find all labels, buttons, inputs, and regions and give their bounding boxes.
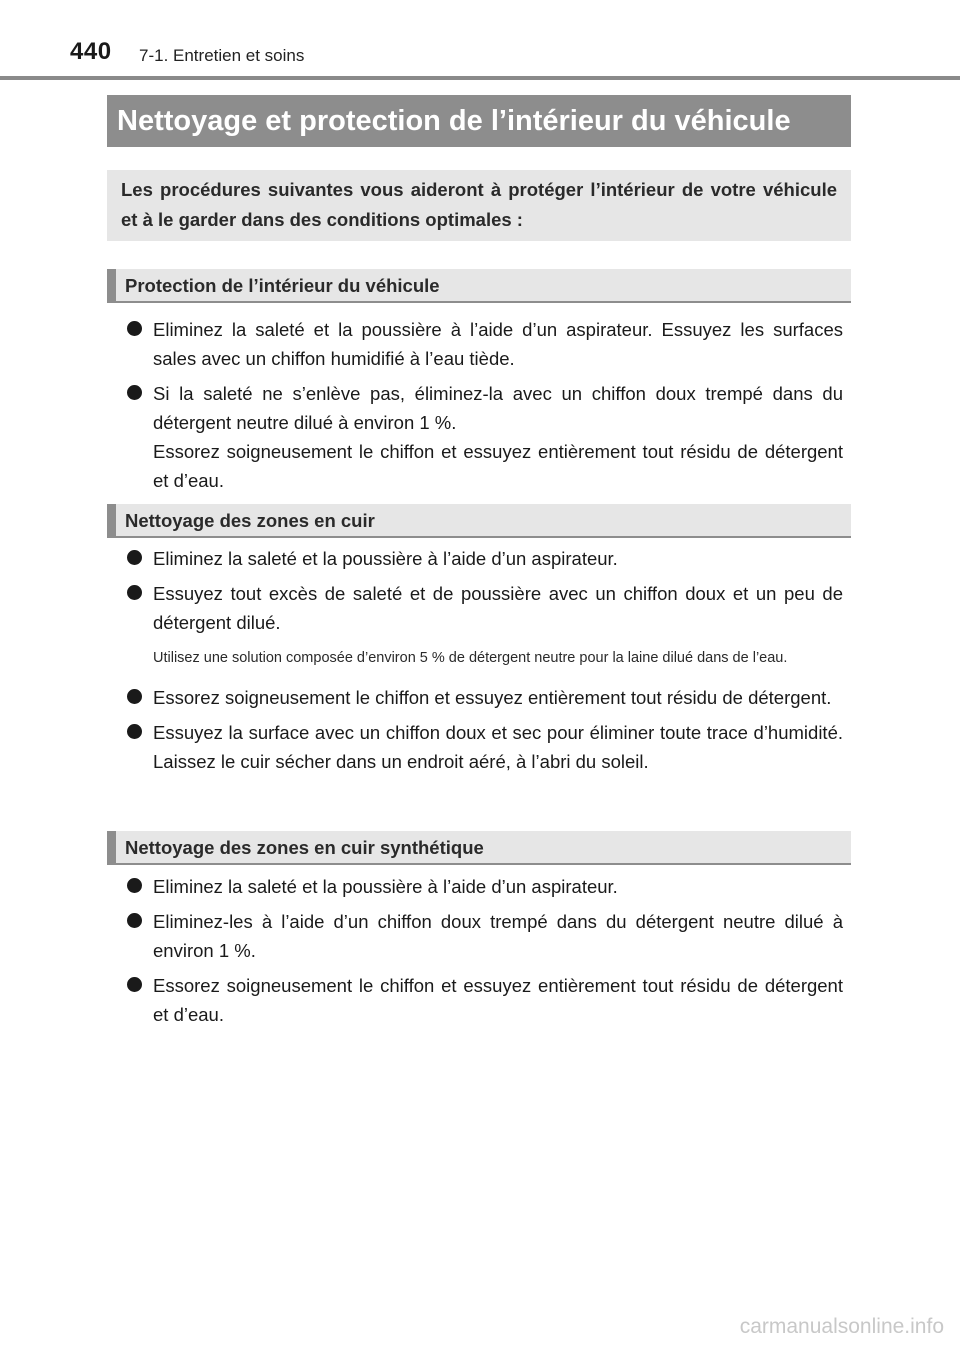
list-item — [127, 971, 843, 1029]
page-title: Nettoyage et protection de l’intérieur du véhicule — [107, 95, 851, 147]
bullet-icon — [127, 689, 142, 704]
list-item — [127, 544, 843, 573]
list-item — [127, 683, 843, 712]
bullet-icon — [127, 550, 142, 565]
item-text: Si la saleté ne s’enlève pas, éliminez-la avec un chiffon doux trempé dans du détergent neutre dilué à environ 1 %. — [153, 383, 843, 433]
item-text: Eliminez-les à l’aide d’un chiffon doux trempé dans du détergent neutre dilué à environ 1 %. — [153, 911, 843, 961]
bullet-icon — [127, 585, 142, 600]
page-header — [0, 0, 960, 80]
list-item — [127, 718, 843, 776]
section-body-synthetic-leather — [127, 872, 843, 1035]
section-body-leather — [127, 544, 843, 782]
bullet-icon — [127, 385, 142, 400]
section-heading-synthetic-leather: Nettoyage des zones en cuir synthétique — [107, 831, 851, 865]
item-text: Essorez soigneusement le chiffon et essuyez entièrement tout résidu de détergent. — [153, 687, 832, 708]
section-body-interior-protection — [127, 315, 843, 501]
list-item — [127, 579, 843, 637]
bullet-icon — [127, 724, 142, 739]
item-text: Essuyez tout excès de saleté et de poussière avec un chiffon doux et un peu de détergent dilué. — [153, 583, 843, 633]
item-text: Essuyez la surface avec un chiffon doux et sec pour éliminer toute trace d’humidité. Laissez le cuir sécher dans un endroit aéré, à l’abri du soleil. — [153, 722, 843, 772]
watermark: carmanualsonline.info — [739, 1315, 944, 1338]
item-text: Eliminez la saleté et la poussière à l’aide d’un aspirateur. Essuyez les surfaces sales avec un chiffon humidifié à l’eau tiède. — [153, 319, 843, 369]
list-item — [127, 907, 843, 965]
section-heading-interior-protection: Protection de l’intérieur du véhicule — [107, 269, 851, 303]
bullet-icon — [127, 913, 142, 928]
chapter-title: 7-1. Entretien et soins — [139, 46, 305, 65]
bullet-icon — [127, 977, 142, 992]
list-item — [127, 315, 843, 373]
note-text: Utilisez une solution composée d’environ 5 % de détergent neutre pour la laine dilué dans de l’eau. — [153, 650, 788, 666]
section-heading-leather: Nettoyage des zones en cuir — [107, 504, 851, 538]
item-text: Eliminez la saleté et la poussière à l’aide d’un aspirateur. — [153, 548, 618, 569]
list-item — [127, 379, 843, 495]
bullet-icon — [127, 321, 142, 336]
list-item — [127, 872, 843, 901]
item-text: Eliminez la saleté et la poussière à l’aide d’un aspirateur. — [153, 876, 618, 897]
header-divider — [0, 76, 960, 80]
page-number: 440 — [70, 38, 112, 65]
bullet-icon — [127, 878, 142, 893]
intro-box: Les procédures suivantes vous aideront à protéger l’intérieur de votre véhicule et à le garder dans des conditions optimales : — [107, 170, 851, 241]
item-text: Essorez soigneusement le chiffon et essuyez entièrement tout résidu de détergent et d’eau. — [153, 975, 843, 1025]
item-text: Essorez soigneusement le chiffon et essuyez entièrement tout résidu de détergent et d’eau. — [153, 441, 843, 491]
